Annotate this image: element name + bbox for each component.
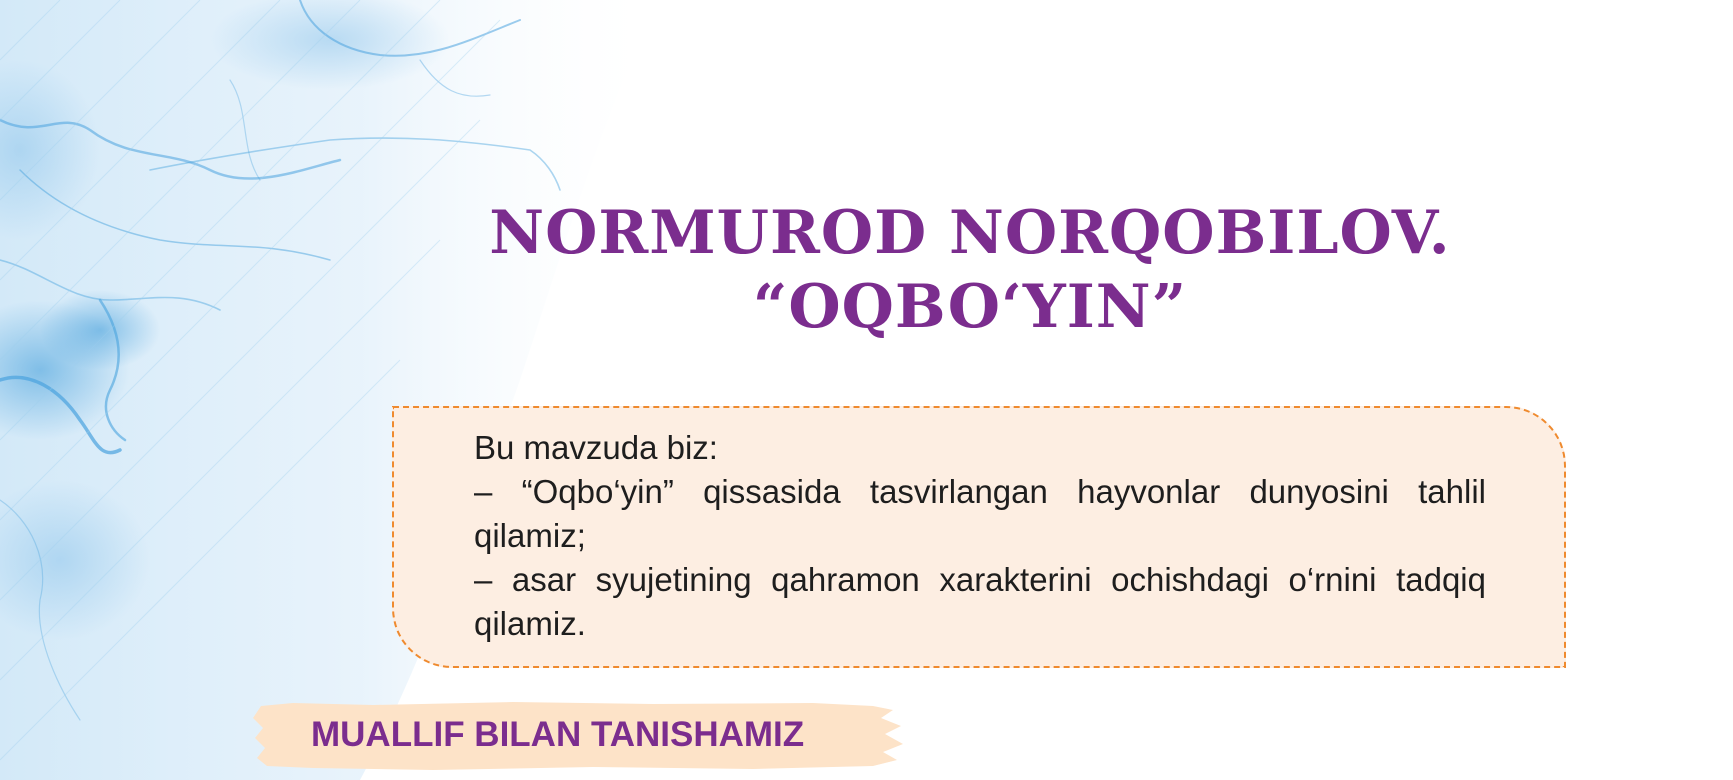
title-author: NORMUROD NORQOBILOV. <box>489 198 1451 268</box>
page-title <box>400 196 1540 344</box>
objectives-text <box>474 426 1486 646</box>
objective-item: – asar syujetining qahramon xarakterini ochishdagi o‘rnini tadqiq qilamiz. <box>474 561 1486 642</box>
lesson-objectives-box <box>392 406 1566 668</box>
objective-item: – “Oqbo‘yin” qissasida tasvirlangan hayvonlar dunyosini tahlil qilamiz; <box>474 473 1486 554</box>
section-heading: MUALLIF BILAN TANISHAMIZ <box>311 715 805 754</box>
title-work: “OQBO‘YIN” <box>752 272 1188 342</box>
objectives-intro: Bu mavzuda biz: <box>474 429 718 466</box>
section-heading-banner <box>253 700 905 772</box>
